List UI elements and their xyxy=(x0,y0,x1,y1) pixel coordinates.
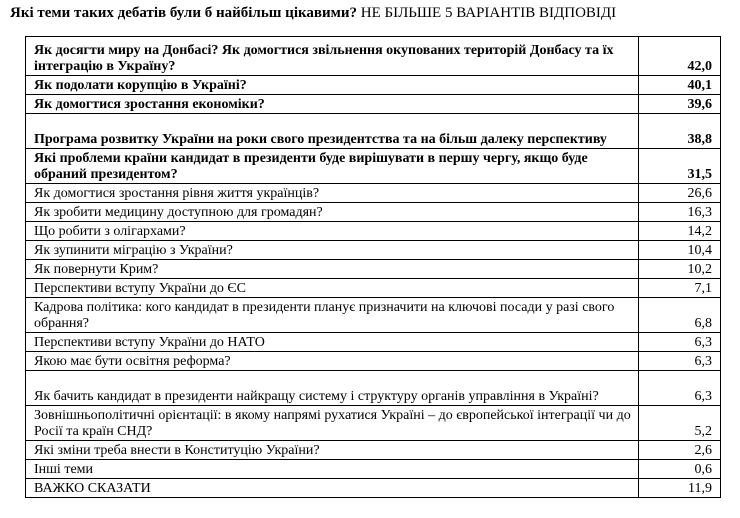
table-row xyxy=(26,441,721,460)
row-question: Перспективи вступу України до ЄС xyxy=(26,279,639,298)
row-question: ВАЖКО СКАЗАТИ xyxy=(26,479,639,498)
table-row xyxy=(26,279,721,298)
row-percent: 39,6 xyxy=(639,95,721,114)
table-row xyxy=(26,149,721,184)
row-percent: 40,1 xyxy=(639,76,721,95)
row-percent: 42,0 xyxy=(639,37,721,76)
row-percent: 10,4 xyxy=(639,241,721,260)
row-question: Як домогтися зростання економіки? xyxy=(26,95,639,114)
row-percent: 6,3 xyxy=(639,371,721,406)
row-question: Які зміни треба внести в Конституцію України? xyxy=(26,441,639,460)
row-percent: 6,3 xyxy=(639,333,721,352)
row-percent: 7,1 xyxy=(639,279,721,298)
table-row xyxy=(26,114,721,149)
table-row xyxy=(26,406,721,441)
row-percent: 6,3 xyxy=(639,352,721,371)
row-question: Як повернути Крим? xyxy=(26,260,639,279)
row-question: Як зупинити міграцію з України? xyxy=(26,241,639,260)
row-question: Як домогтися зростання рівня життя українців? xyxy=(26,184,639,203)
row-percent: 14,2 xyxy=(639,222,721,241)
row-question: Як зробити медицину доступною для громадян? xyxy=(26,203,639,222)
table-row xyxy=(26,371,721,406)
row-question: Що робити з олігархами? xyxy=(26,222,639,241)
row-percent: 38,8 xyxy=(639,114,721,149)
question-title-note: НЕ БІЛЬШЕ 5 ВАРІАНТІВ ВІДПОВІДІ xyxy=(357,5,617,21)
row-percent: 2,6 xyxy=(639,441,721,460)
table-row xyxy=(26,352,721,371)
table-row xyxy=(26,37,721,76)
table-row xyxy=(26,184,721,203)
row-question: Якою має бути освітня реформа? xyxy=(26,352,639,371)
table-row xyxy=(26,333,721,352)
question-title xyxy=(10,4,616,22)
row-question: Інші теми xyxy=(26,460,639,479)
table-row xyxy=(26,479,721,498)
table-row xyxy=(26,76,721,95)
table-row xyxy=(26,203,721,222)
table-row xyxy=(26,241,721,260)
question-title-main: Які теми таких дебатів були б найбільш цікавими? xyxy=(10,5,358,21)
row-percent: 11,9 xyxy=(639,479,721,498)
row-question: Які проблеми країни кандидат в президенти буде вирішувати в першу чергу, якщо буде обраний президентом? xyxy=(26,149,639,184)
row-percent: 31,5 xyxy=(639,149,721,184)
row-question: Зовнішньополітичні орієнтації: в якому напрямі рухатися Україні – до європейської інтеграції чи до Росії та країн СНД? xyxy=(26,406,639,441)
row-percent: 5,2 xyxy=(639,406,721,441)
row-question: Кадрова політика: кого кандидат в президенти планує призначити на ключові посади у разі свого обрання? xyxy=(26,298,639,333)
row-percent: 0,6 xyxy=(639,460,721,479)
row-question: Як бачить кандидат в президенти найкращу систему і структуру органів управління в Україні? xyxy=(26,371,639,406)
row-question: Перспективи вступу України до НАТО xyxy=(26,333,639,352)
results-table xyxy=(25,36,721,498)
table-row xyxy=(26,298,721,333)
row-percent: 10,2 xyxy=(639,260,721,279)
row-percent: 6,8 xyxy=(639,298,721,333)
table-row xyxy=(26,460,721,479)
table-row xyxy=(26,222,721,241)
table-row xyxy=(26,260,721,279)
row-question: Як подолати корупцію в Україні? xyxy=(26,76,639,95)
row-question: Програма розвитку України на роки свого президентства та на більш далеку перспективу xyxy=(26,114,639,149)
row-percent: 16,3 xyxy=(639,203,721,222)
row-percent: 26,6 xyxy=(639,184,721,203)
table-row xyxy=(26,95,721,114)
row-question: Як досягти миру на Донбасі? Як домогтися звільнення окупованих територій Донбасу та їх інтеграцію в Україну? xyxy=(26,37,639,76)
